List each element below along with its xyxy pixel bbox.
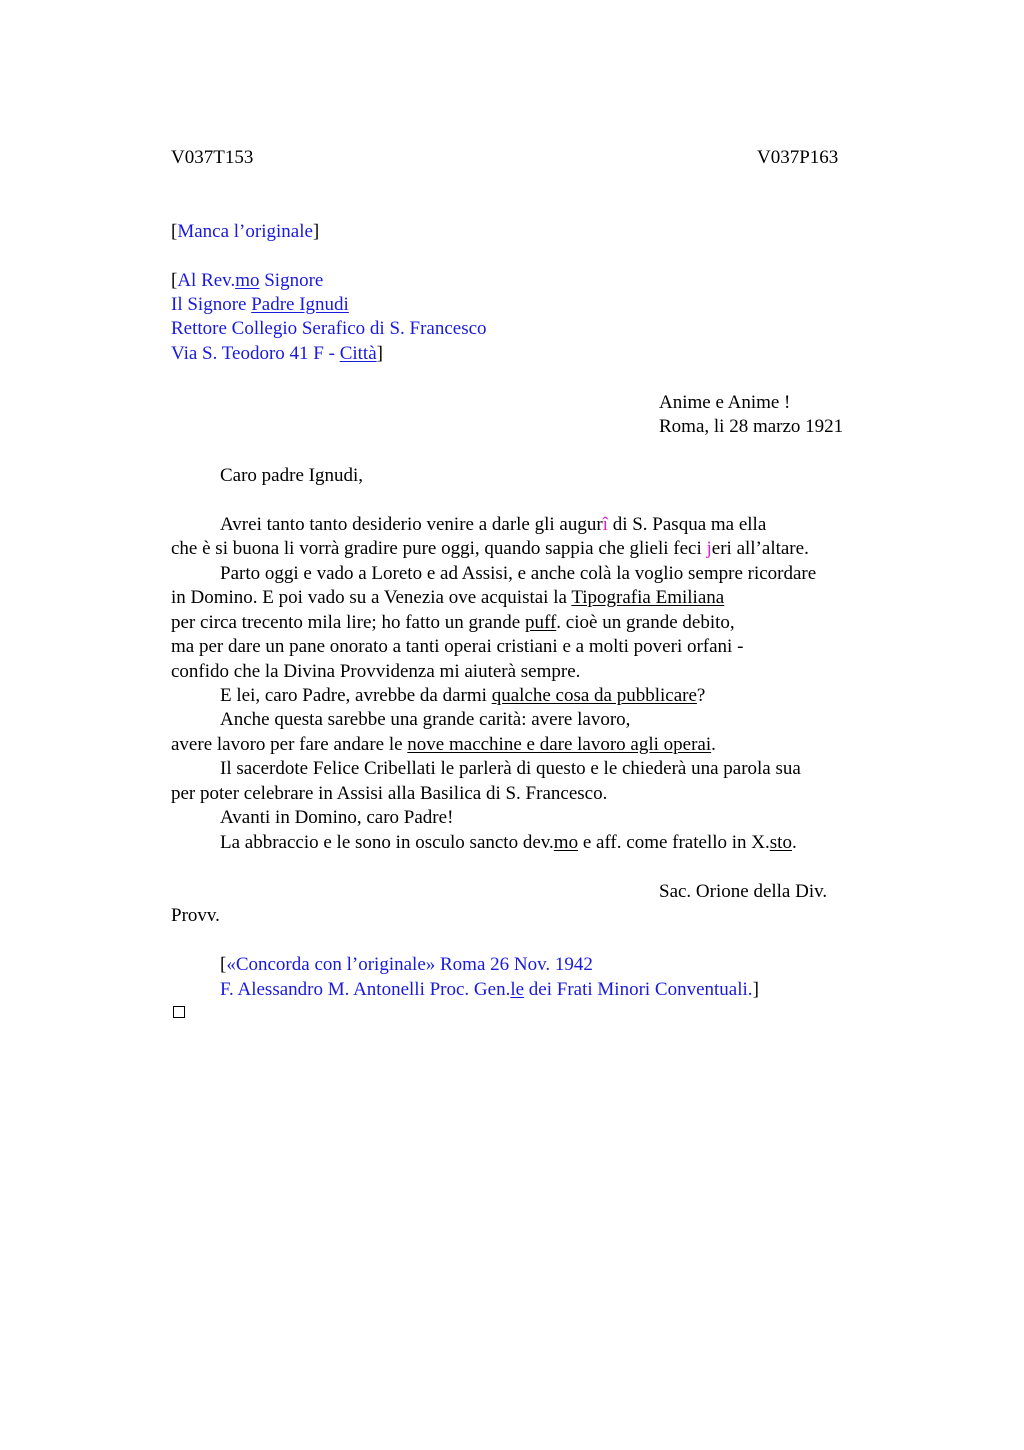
body-line: confido che la Divina Provvidenza mi aiuterà sempre.	[171, 661, 581, 682]
body-line: Anche questa sarebbe una grande carità: avere lavoro,	[220, 709, 631, 730]
signature-line-1: Sac. Orione della Div.	[659, 881, 828, 902]
signature-line-2: Provv.	[171, 905, 220, 926]
body-line: Parto oggi e vado a Loreto e ad Assisi, e anche colà la voglio sempre ricordare	[220, 563, 817, 584]
address-line-2: Il Signore Padre Ignudi	[171, 294, 349, 315]
salutation: Caro padre Ignudi,	[220, 465, 363, 486]
motto: Anime e Anime !	[659, 392, 791, 413]
certification-line-2: F. Alessandro M. Antonelli Proc. Gen.le dei Frati Minori Conventuali.]	[220, 979, 759, 1000]
certification-line-1: [«Concorda con l’originale» Roma 26 Nov. 1942	[220, 954, 593, 975]
body-line: Il sacerdote Felice Cribellati le parlerà di questo e le chiederà una parola sua	[220, 758, 801, 779]
body-line: Avrei tanto tanto desiderio venire a darle gli augurî di S. Pasqua ma ella	[220, 514, 767, 535]
address-line-4: Via S. Teodoro 41 F - Città]	[171, 343, 383, 364]
address-line-3: Rettore Collegio Serafico di S. Francesco	[171, 318, 487, 339]
body-line: avere lavoro per fare andare le nove macchine e dare lavoro agli operai.	[171, 734, 716, 755]
body-line: ma per dare un pane onorato a tanti operai cristiani e a molti poveri orfani -	[171, 636, 744, 657]
missing-original-note: [Manca l’originale]	[171, 221, 320, 242]
body-line: E lei, caro Padre, avrebbe da darmi qualche cosa da pubblicare?	[220, 685, 706, 706]
body-line: in Domino. E poi vado su a Venezia ove acquistai la Tipografia Emiliana	[171, 587, 725, 608]
end-mark-square-icon	[173, 1006, 185, 1018]
body-line: La abbraccio e le sono in osculo sancto dev.mo e aff. come fratello in X.sto.	[220, 832, 797, 853]
body-line: Avanti in Domino, caro Padre!	[220, 807, 454, 828]
body-line: per poter celebrare in Assisi alla Basilica di S. Francesco.	[171, 783, 608, 804]
body-line: che è si buona li vorrà gradire pure oggi, quando sappia che glieli feci jeri all’altare.	[171, 538, 809, 559]
document-code-right: V037P163	[757, 147, 839, 168]
date-line: Roma, li 28 marzo 1921	[659, 416, 844, 437]
address-line-1: [Al Rev.mo Signore	[171, 270, 324, 291]
body-line: per circa trecento mila lire; ho fatto un grande puff. cioè un grande debito,	[171, 612, 735, 633]
document-code-left: V037T153	[171, 147, 254, 168]
